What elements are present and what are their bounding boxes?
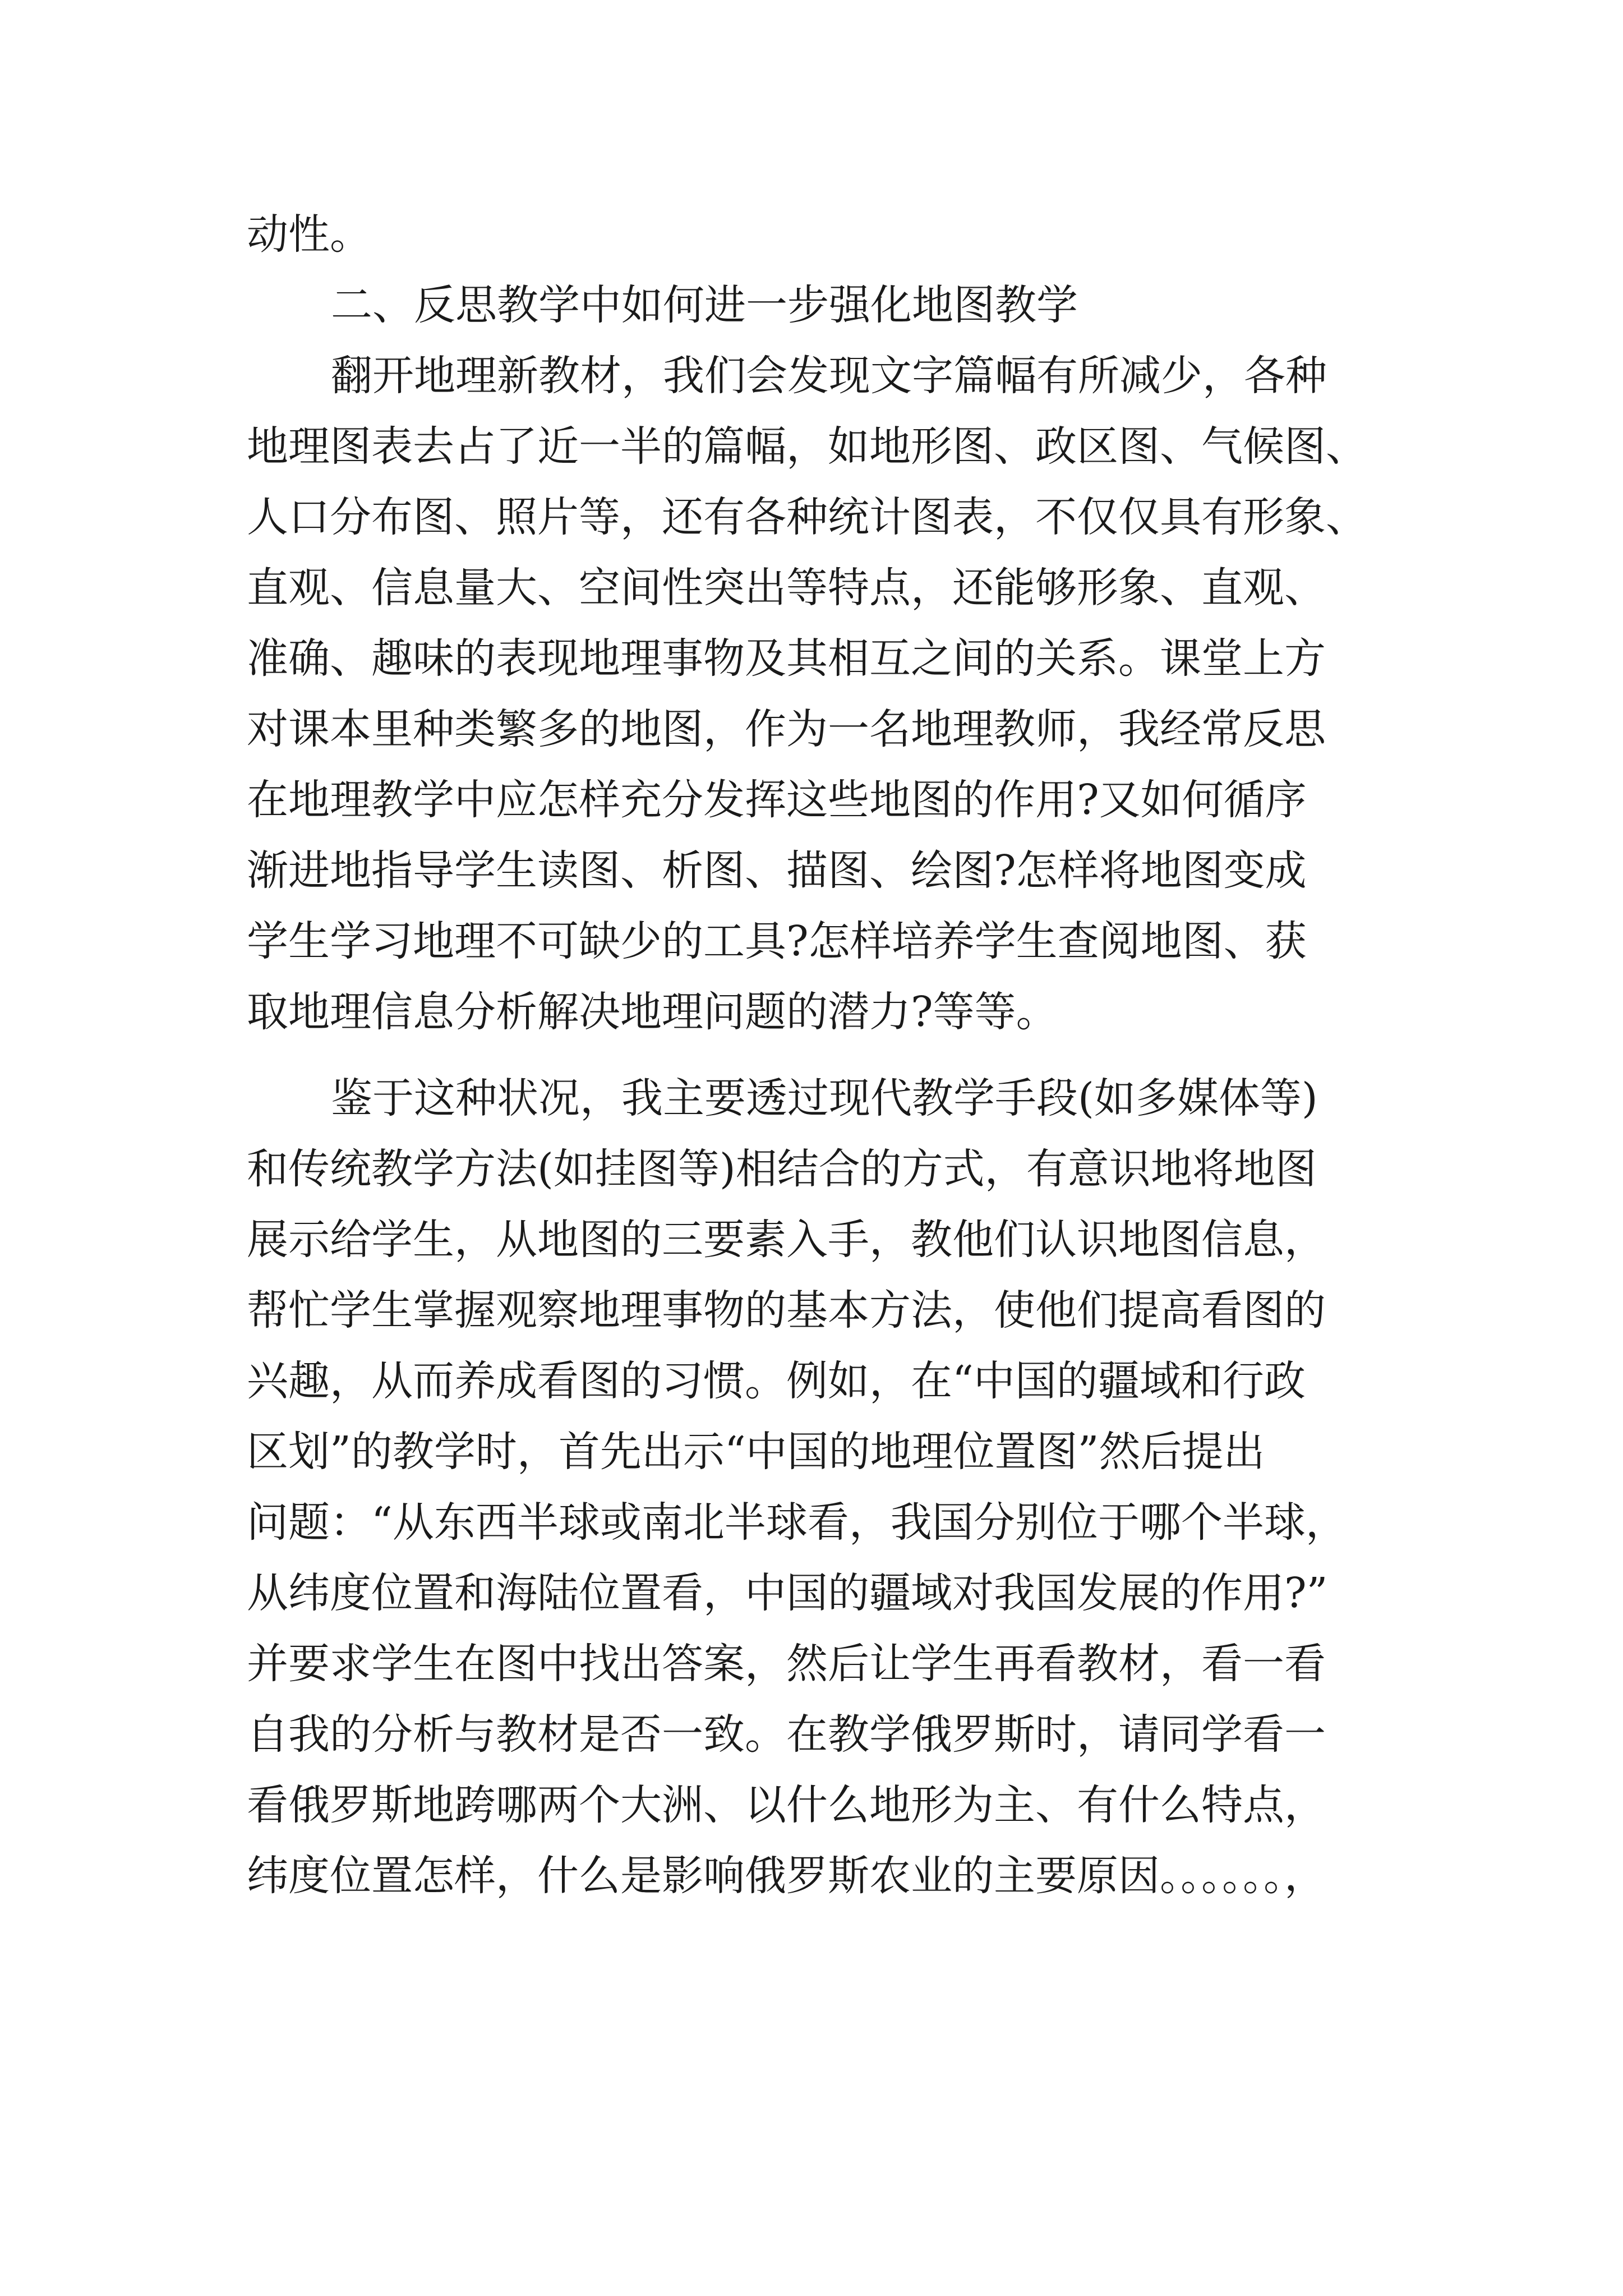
text-line: 地理图表去占了近一半的篇幅，如地形图、政区图、气候图、 (247, 422, 1367, 471)
text-line: 渐进地指导学生读图、析图、描图、绘图?怎样将地图变成 (247, 846, 1307, 895)
text-line: 看俄罗斯地跨哪两个大洲、以什么地形为主、有什么特点， (247, 1781, 1326, 1829)
text-line: 从纬度位置和海陆位置看，中国的疆域对我国发展的作用?” (247, 1569, 1328, 1617)
text-line: 取地理信息分析解决地理问题的潜力?等等。 (247, 988, 1058, 1036)
text-line: 动性。 (247, 210, 371, 259)
text-line: 在地理教学中应怎样充分发挥这些地图的作用?又如何循序 (247, 776, 1307, 824)
text-line: 纬度位置怎样，什么是影响俄罗斯农业的主要原因。。。。。。， (247, 1852, 1326, 1900)
body-text (247, 199, 1391, 1911)
section-heading: 二、反思教学中如何进一步强化地图教学 (331, 281, 1078, 329)
text-line: 鉴于这种状况，我主要透过现代教学手段(如多媒体等) (331, 1074, 1318, 1122)
text-line: 帮忙学生掌握观察地理事物的基本方法，使他们提高看图的 (247, 1286, 1326, 1335)
text-line: 对课本里种类繁多的地图，作为一名地理教师，我经常反思 (247, 705, 1326, 753)
text-line: 自我的分析与教材是否一致。在教学俄罗斯时，请同学看一 (247, 1710, 1326, 1759)
text-line: 展示给学生，从地图的三要素入手，教他们认识地图信息， (247, 1216, 1326, 1264)
text-line: 准确、趣味的表现地理事物及其相互之间的关系。课堂上方 (247, 634, 1326, 683)
text-line: 并要求学生在图中找出答案，然后让学生再看教材，看一看 (247, 1640, 1326, 1688)
text-line: 兴趣，从而养成看图的习惯。例如，在“中国的疆域和行政 (247, 1357, 1306, 1405)
text-line: 人口分布图、照片等，还有各种统计图表，不仅仅具有形象、 (247, 493, 1367, 541)
text-line: 翻开地理新教材，我们会发现文字篇幅有所减少，各种 (331, 352, 1327, 400)
text-line: 学生学习地理不可缺少的工具?怎样培养学生查阅地图、获 (247, 917, 1307, 965)
text-line: 和传统教学方法(如挂图等)相结合的方式，有意识地将地图 (247, 1145, 1317, 1193)
text-line: 问题：“从东西半球或南北半球看，我国分别位于哪个半球， (247, 1498, 1347, 1547)
text-line: 区划”的教学时，首先出示“中国的地理位置图”然后提出 (247, 1428, 1265, 1476)
text-line: 直观、信息量大、空间性突出等特点，还能够形象、直观、 (247, 564, 1326, 612)
